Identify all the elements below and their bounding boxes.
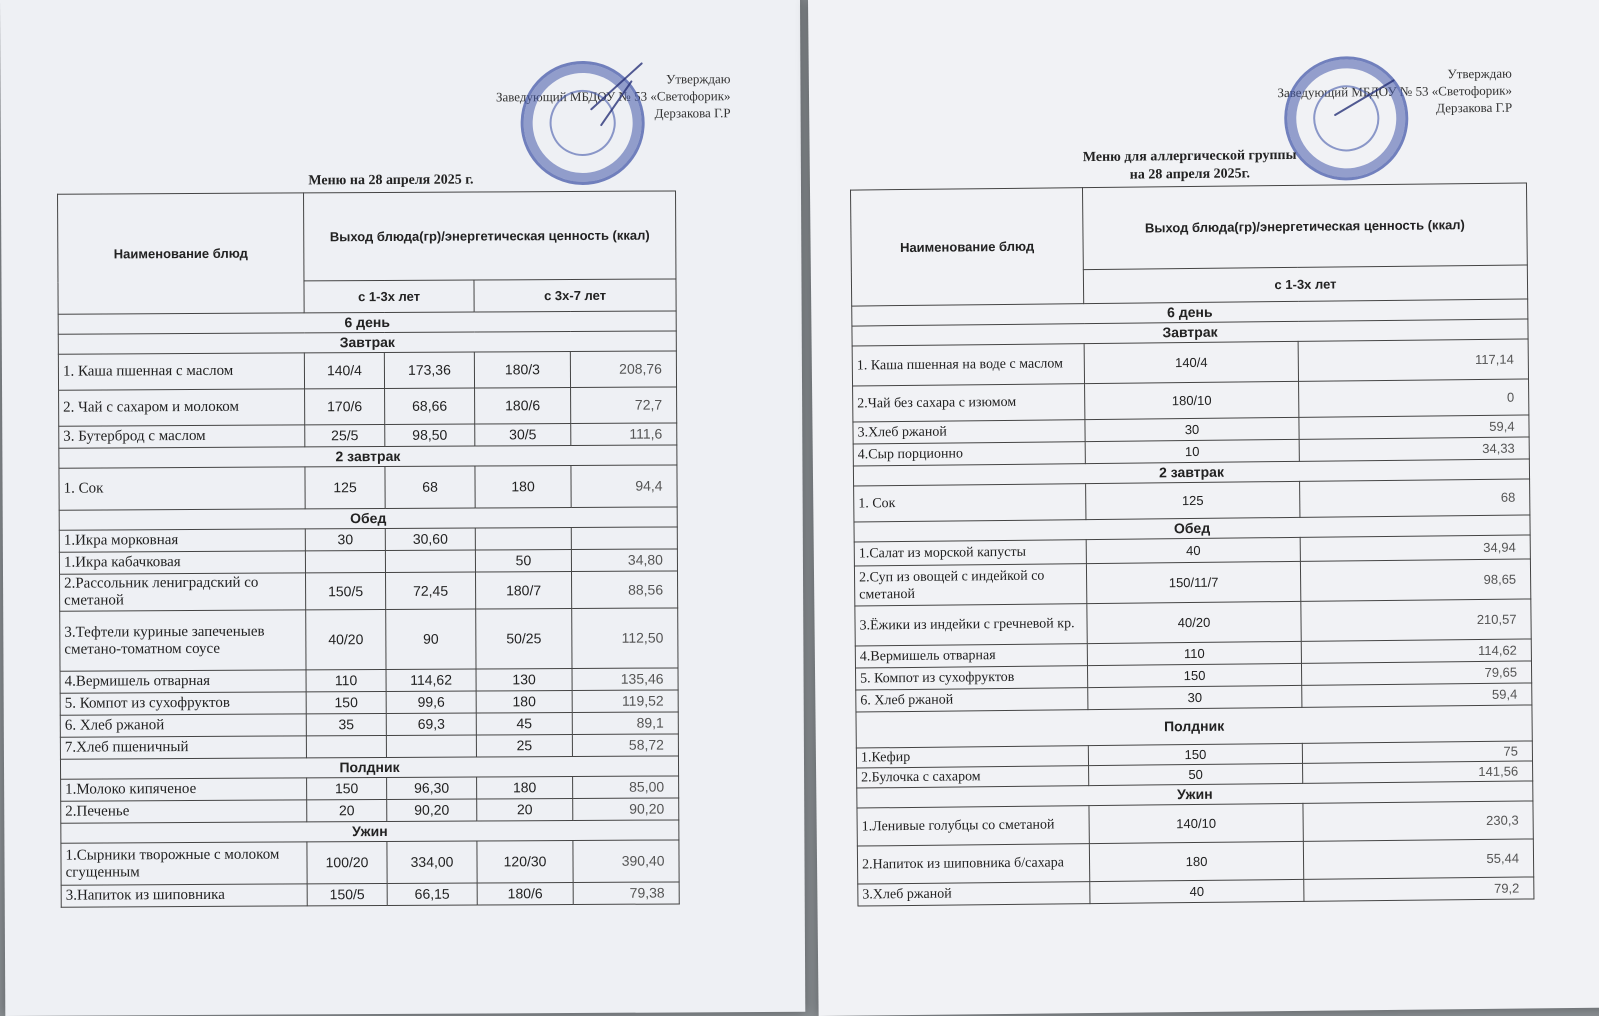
kcal-1-3: 230,3 — [1303, 801, 1533, 841]
portion-1-3: 180/10 — [1085, 381, 1299, 419]
portion-3-7: 25 — [476, 735, 572, 758]
portion-1-3: 125 — [305, 466, 385, 508]
dish-name: 6. Хлеб ржаной — [60, 714, 306, 737]
portion-3-7: 120/30 — [477, 841, 573, 884]
table-row — [60, 608, 678, 671]
table-row — [59, 387, 677, 426]
portion-3-7: 20 — [477, 799, 573, 822]
kcal-1-3: 90,20 — [387, 799, 477, 821]
portion-1-3: 40 — [1090, 879, 1304, 903]
kcal-3-7: 94,4 — [571, 465, 677, 508]
portion-1-3 — [306, 735, 386, 757]
kcal-1-3: 0 — [1299, 379, 1529, 417]
section-label: 2 завтрак — [853, 459, 1529, 486]
approval-line: Утверждаю — [666, 71, 731, 87]
portion-1-3: 40 — [1086, 537, 1300, 563]
portion-1-3: 125 — [1086, 481, 1300, 519]
kcal-1-3: 99,6 — [386, 691, 476, 713]
portion-3-7: 180 — [476, 691, 572, 714]
table-row — [59, 549, 677, 574]
kcal-1-3: 34,33 — [1299, 437, 1529, 461]
dish-name: 2.Чай без сахара с изюмом — [853, 384, 1085, 422]
portion-1-3: 25/5 — [305, 424, 385, 446]
kcal-3-7: 85,00 — [573, 776, 679, 799]
dish-name: 3.Ёжики из индейки с гречневой кр. — [855, 604, 1087, 646]
portion-1-3: 150/5 — [307, 883, 387, 905]
column-header-output: Выход блюда(гр)/энергетическая ценность (ккал) — [304, 191, 676, 281]
portion-3-7: 30/5 — [475, 424, 571, 447]
table-row — [61, 882, 679, 907]
approval-line: Дерзакова Г.Р — [1436, 99, 1513, 116]
menu-title: Меню на 28 апреля 2025 г. — [308, 172, 474, 189]
portion-1-3: 150 — [306, 691, 386, 713]
portion-1-3: 150 — [1088, 743, 1302, 765]
portion-1-3: 110 — [1087, 641, 1301, 665]
column-header-age-3-7: с 3х-7 лет — [474, 279, 676, 312]
portion-3-7: 130 — [476, 669, 572, 692]
portion-1-3: 50 — [1089, 763, 1303, 785]
portion-1-3: 170/6 — [305, 388, 385, 424]
portion-1-3: 100/20 — [307, 841, 387, 883]
kcal-1-3: 114,62 — [1301, 639, 1531, 663]
kcal-1-3: 68,66 — [385, 388, 475, 424]
column-header-name: Наименование блюд — [58, 193, 305, 314]
kcal-1-3: 210,57 — [1301, 599, 1531, 641]
kcal-1-3: 98,50 — [385, 424, 475, 446]
dish-name: 3. Бутерброд с маслом — [59, 425, 305, 448]
kcal-3-7: 58,72 — [572, 734, 678, 757]
kcal-1-3: 59,4 — [1299, 415, 1529, 439]
table-row — [61, 798, 679, 823]
menu-table — [57, 190, 680, 907]
kcal-1-3: 90 — [386, 609, 476, 669]
section-label: Завтрак — [852, 319, 1528, 346]
dish-name: 3.Хлеб ржаной — [858, 882, 1090, 906]
kcal-1-3: 68 — [1300, 479, 1530, 517]
section-label: Обед — [59, 507, 677, 530]
section-label: Полдник — [856, 705, 1532, 748]
section-label: Полдник — [60, 756, 678, 779]
dish-name: 1.Молоко кипяченое — [61, 778, 307, 801]
kcal-1-3: 69,3 — [386, 713, 476, 735]
kcal-1-3: 117,14 — [1298, 339, 1528, 381]
kcal-1-3: 72,45 — [386, 572, 476, 609]
section-label: Ужин — [61, 820, 679, 843]
approval-line: Дерзакова Г.Р — [654, 105, 731, 121]
portion-1-3: 140/4 — [304, 352, 384, 388]
dish-name: 1. Сок — [59, 467, 305, 510]
table-row — [61, 776, 679, 801]
column-header-output: Выход блюда(гр)/энергетическая ценность (ккал) — [1082, 183, 1527, 270]
approval-line: Утверждаю — [1447, 65, 1512, 82]
portion-3-7: 180/3 — [474, 352, 570, 389]
dish-name: 4.Вермишель отварная — [60, 670, 306, 693]
portion-1-3: 30 — [1085, 417, 1299, 441]
section-label: 6 день — [852, 299, 1528, 326]
kcal-1-3: 55,44 — [1303, 839, 1533, 879]
portion-3-7: 180 — [475, 466, 571, 509]
kcal-1-3: 114,62 — [386, 669, 476, 691]
dish-name: 2.Рассольник лениградский со сметаной — [60, 573, 306, 611]
table-row — [58, 351, 676, 390]
menu-title — [1040, 146, 1340, 185]
kcal-1-3: 68 — [385, 466, 475, 508]
portion-1-3: 40/20 — [306, 609, 386, 669]
menu-title-line: на 28 апреля 2025г. — [1129, 166, 1251, 183]
table-row — [60, 734, 678, 759]
section-label: Завтрак — [58, 331, 676, 354]
portion-1-3: 20 — [307, 799, 387, 821]
kcal-3-7: 90,20 — [573, 798, 679, 821]
section-label: Ужин — [857, 781, 1533, 808]
portion-1-3 — [305, 550, 385, 572]
kcal-1-3 — [385, 550, 475, 572]
table-row — [59, 527, 677, 552]
kcal-3-7: 135,46 — [572, 668, 678, 691]
table-row — [60, 712, 678, 737]
section-label: Обед — [854, 515, 1530, 542]
dish-name: 5. Компот из сухофруктов — [60, 692, 306, 715]
dish-name: 2.Напиток из шиповника б/сахара — [857, 844, 1089, 884]
portion-1-3: 30 — [305, 528, 385, 550]
portion-1-3: 150 — [1087, 663, 1301, 687]
portion-3-7: 180/6 — [477, 883, 573, 906]
kcal-3-7: 88,56 — [572, 571, 678, 609]
dish-name: 5. Компот из сухофруктов — [855, 666, 1087, 690]
portion-1-3: 140/10 — [1089, 803, 1303, 843]
section-label: 2 завтрак — [59, 445, 677, 468]
dish-name: 2.Печенье — [61, 800, 307, 823]
dish-name: 2.Булочка с сахаром — [857, 766, 1089, 788]
kcal-3-7: 72,7 — [571, 387, 677, 424]
dish-name: 3.Тефтели куриные запеченыев сметано-томатном соусе — [60, 610, 306, 671]
right-menu-sheet — [808, 0, 1599, 1016]
portion-1-3: 110 — [306, 669, 386, 691]
dish-name: 1. Каша пшенная на воде с маслом — [852, 344, 1084, 386]
table-row — [59, 465, 677, 510]
portion-1-3: 30 — [1088, 685, 1302, 709]
dish-name: 1.Ленивые голубцы со сметаной — [857, 806, 1089, 846]
dish-name: 2. Чай с сахаром и молоком — [59, 389, 305, 426]
portion-1-3: 150/11/7 — [1086, 561, 1300, 603]
column-header-name: Наименование блюд — [850, 188, 1083, 306]
column-header-age-1-3: с 1-3х лет — [1083, 265, 1527, 304]
portion-3-7: 180/7 — [476, 572, 572, 610]
dish-name: 7.Хлеб пшеничный — [60, 736, 306, 759]
portion-3-7: 180/6 — [475, 388, 571, 425]
kcal-3-7: 390,40 — [573, 840, 679, 883]
portion-3-7: 50/25 — [476, 609, 572, 670]
kcal-1-3: 96,30 — [387, 777, 477, 799]
kcal-3-7: 89,1 — [572, 712, 678, 735]
portion-1-3: 150/5 — [306, 572, 386, 609]
kcal-1-3: 66,15 — [387, 883, 477, 905]
column-header-age-1-3: с 1-3х лет — [304, 280, 474, 313]
portion-1-3: 140/4 — [1084, 341, 1298, 383]
kcal-3-7: 119,52 — [572, 690, 678, 713]
dish-name: 1. Каша пшенная с маслом — [58, 353, 304, 390]
table-row — [59, 423, 677, 448]
kcal-1-3: 79,2 — [1304, 877, 1534, 901]
dish-name: 2.Суп из овощей с индейкой со сметаной — [854, 564, 1086, 606]
portion-1-3: 180 — [1089, 841, 1303, 881]
kcal-1-3: 173,36 — [384, 352, 474, 388]
portion-1-3: 40/20 — [1087, 601, 1301, 643]
kcal-3-7: 112,50 — [572, 608, 678, 669]
table-row — [854, 559, 1530, 606]
kcal-3-7: 208,76 — [570, 351, 676, 388]
table-row — [60, 668, 678, 693]
dish-name: 3.Напиток из шиповника — [61, 884, 307, 907]
portion-3-7 — [475, 528, 571, 551]
menu-title-line: Меню для аллергической группы — [1082, 147, 1297, 166]
approval-line: Заведующий МБДОУ № 53 «Светофорик» — [495, 88, 731, 105]
kcal-3-7: 79,38 — [573, 882, 679, 905]
portion-1-3: 35 — [306, 713, 386, 735]
kcal-1-3: 30,60 — [385, 528, 475, 550]
dish-name: 3.Хлеб ржаной — [853, 420, 1085, 444]
kcal-3-7: 111,6 — [571, 423, 677, 446]
portion-1-3: 150 — [307, 777, 387, 799]
portion-3-7: 45 — [476, 713, 572, 736]
dish-name: 1.Салат из морской капусты — [854, 540, 1086, 566]
portion-1-3: 10 — [1085, 439, 1299, 463]
table-row — [61, 840, 679, 885]
kcal-3-7 — [571, 527, 677, 550]
dish-name: 4.Вермишель отварная — [855, 644, 1087, 668]
dish-name: 1.Сырники творожные с молоком сгущенным — [61, 842, 307, 885]
kcal-1-3: 334,00 — [387, 841, 477, 883]
kcal-1-3: 141,56 — [1303, 761, 1533, 783]
dish-name: 1. Сок — [854, 484, 1086, 522]
table-row — [855, 599, 1531, 646]
kcal-1-3: 59,4 — [1302, 683, 1532, 707]
approval-line: Заведующий МБДОУ № 53 «Светофорик» — [1277, 82, 1513, 101]
dish-name: 1.Икра морковная — [59, 529, 305, 552]
dish-name: 6. Хлеб ржаной — [856, 688, 1088, 712]
kcal-3-7: 34,80 — [571, 549, 677, 572]
portion-3-7: 50 — [475, 550, 571, 573]
kcal-1-3: 79,65 — [1301, 661, 1531, 685]
kcal-1-3: 98,65 — [1300, 559, 1530, 601]
dish-name: 4.Сыр порционно — [853, 442, 1085, 466]
menu-table — [850, 182, 1534, 906]
portion-3-7: 180 — [477, 777, 573, 800]
kcal-1-3 — [386, 735, 476, 757]
kcal-1-3: 34,94 — [1300, 535, 1530, 561]
dish-name: 1.Кефир — [856, 746, 1088, 768]
dish-name: 1.Икра кабачковая — [59, 551, 305, 574]
table-row — [60, 571, 678, 611]
kcal-1-3: 75 — [1302, 741, 1532, 763]
section-label: 6 день — [58, 311, 676, 334]
table-row — [60, 690, 678, 715]
table-row — [852, 339, 1528, 386]
